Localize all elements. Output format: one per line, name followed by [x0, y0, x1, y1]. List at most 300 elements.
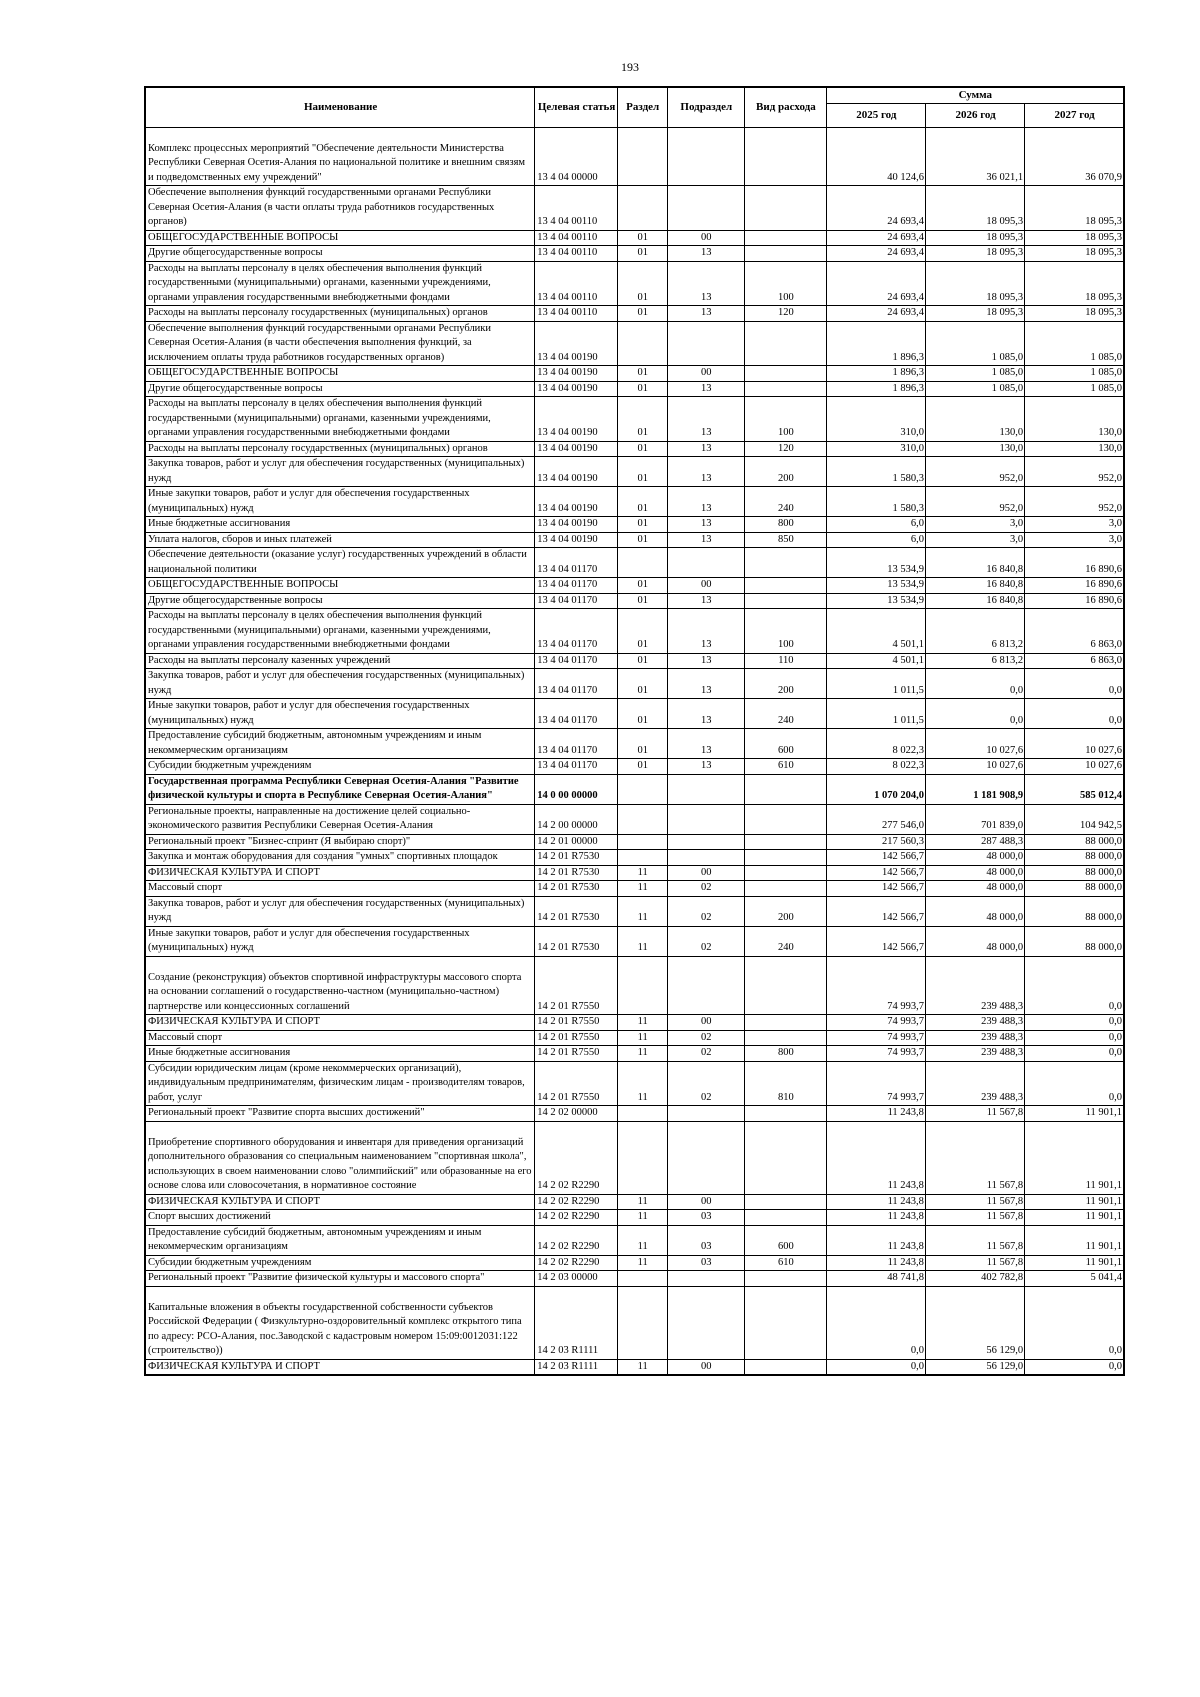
header-subsection: Подраздел — [667, 87, 745, 127]
cell-amount-2026: 402 782,8 — [925, 1271, 1024, 1287]
cell-expense-type — [745, 366, 827, 382]
cell-amount-2027: 11 901,1 — [1025, 1210, 1124, 1226]
cell-amount-2025: 8 022,3 — [826, 759, 925, 775]
cell-subsection — [667, 1286, 745, 1359]
cell-name: Иные бюджетные ассигнования — [145, 517, 535, 533]
cell-amount-2026: 287 488,3 — [925, 834, 1024, 850]
cell-target-article: 14 2 01 R7550 — [535, 1046, 618, 1062]
cell-name: Региональный проект "Бизнес-спринт (Я выбираю спорт)" — [145, 834, 535, 850]
cell-subsection: 13 — [667, 729, 745, 759]
cell-amount-2026: 10 027,6 — [925, 729, 1024, 759]
cell-amount-2027: 0,0 — [1025, 699, 1124, 729]
cell-expense-type — [745, 804, 827, 834]
cell-amount-2025: 13 534,9 — [826, 578, 925, 594]
cell-target-article: 14 2 01 00000 — [535, 834, 618, 850]
cell-amount-2026: 48 000,0 — [925, 850, 1024, 866]
cell-name: Создание (реконструкция) объектов спортивной инфраструктуры массового спорта на основании соглашений о государственно-частном (муниципально-частном) партнерстве или концессионных соглашений — [145, 956, 535, 1015]
table-row — [145, 804, 1124, 834]
cell-amount-2026: 16 840,8 — [925, 578, 1024, 594]
cell-subsection — [667, 834, 745, 850]
cell-amount-2025: 6,0 — [826, 532, 925, 548]
cell-target-article: 13 4 04 00110 — [535, 261, 618, 306]
cell-target-article: 13 4 04 01170 — [535, 729, 618, 759]
cell-amount-2025: 1 896,3 — [826, 321, 925, 366]
cell-target-article: 13 4 04 01170 — [535, 593, 618, 609]
cell-section: 01 — [617, 306, 667, 322]
cell-amount-2026: 3,0 — [925, 517, 1024, 533]
table-row — [145, 366, 1124, 382]
cell-amount-2025: 11 243,8 — [826, 1225, 925, 1255]
cell-subsection: 13 — [667, 441, 745, 457]
cell-amount-2026: 48 000,0 — [925, 926, 1024, 956]
table-row — [145, 487, 1124, 517]
cell-amount-2027: 0,0 — [1025, 1015, 1124, 1031]
cell-name: Государственная программа Республики Северная Осетия-Алания "Развитие физической культуры и спорта в Республике Северная Осетия-Алания" — [145, 774, 535, 804]
cell-subsection: 00 — [667, 1194, 745, 1210]
cell-target-article: 14 2 03 00000 — [535, 1271, 618, 1287]
cell-target-article: 14 2 01 R7550 — [535, 956, 618, 1015]
cell-amount-2026: 18 095,3 — [925, 306, 1024, 322]
cell-section: 01 — [617, 366, 667, 382]
cell-name: Расходы на выплаты персоналу в целях обеспечения выполнения функций государственными (муниципальными) органами, казенными учреждениями, органами управления государственными внебюджетными фондами — [145, 609, 535, 654]
cell-amount-2025: 310,0 — [826, 441, 925, 457]
cell-name: Региональный проект "Развитие физической культуры и массового спорта" — [145, 1271, 535, 1287]
cell-subsection: 00 — [667, 865, 745, 881]
cell-amount-2027: 18 095,3 — [1025, 186, 1124, 231]
cell-target-article: 14 2 00 00000 — [535, 804, 618, 834]
cell-amount-2027: 1 085,0 — [1025, 321, 1124, 366]
cell-amount-2027: 0,0 — [1025, 956, 1124, 1015]
cell-expense-type — [745, 1210, 827, 1226]
cell-subsection: 13 — [667, 759, 745, 775]
cell-amount-2026: 239 488,3 — [925, 1061, 1024, 1106]
cell-name: ФИЗИЧЕСКАЯ КУЛЬТУРА И СПОРТ — [145, 865, 535, 881]
cell-target-article: 14 2 01 R7530 — [535, 926, 618, 956]
cell-subsection: 02 — [667, 896, 745, 926]
cell-target-article: 13 4 04 01170 — [535, 699, 618, 729]
cell-target-article: 14 2 02 00000 — [535, 1106, 618, 1122]
cell-name: Субсидии бюджетным учреждениям — [145, 1255, 535, 1271]
cell-expense-type — [745, 548, 827, 578]
cell-amount-2027: 0,0 — [1025, 669, 1124, 699]
table-row — [145, 896, 1124, 926]
cell-subsection: 03 — [667, 1225, 745, 1255]
table-row — [145, 127, 1124, 186]
table-row — [145, 926, 1124, 956]
cell-expense-type: 200 — [745, 896, 827, 926]
cell-amount-2026: 1 085,0 — [925, 321, 1024, 366]
cell-section — [617, 1121, 667, 1194]
cell-target-article: 14 2 01 R7530 — [535, 850, 618, 866]
cell-name: Обеспечение деятельности (оказание услуг) государственных учреждений в области национальной политики — [145, 548, 535, 578]
cell-subsection: 00 — [667, 578, 745, 594]
cell-section — [617, 774, 667, 804]
cell-amount-2027: 18 095,3 — [1025, 246, 1124, 262]
cell-section: 01 — [617, 729, 667, 759]
cell-amount-2027: 11 901,1 — [1025, 1106, 1124, 1122]
cell-expense-type: 240 — [745, 699, 827, 729]
cell-name: Закупка товаров, работ и услуг для обеспечения государственных (муниципальных) нужд — [145, 896, 535, 926]
cell-section: 11 — [617, 1210, 667, 1226]
cell-name: Субсидии бюджетным учреждениям — [145, 759, 535, 775]
cell-amount-2027: 585 012,4 — [1025, 774, 1124, 804]
cell-amount-2025: 8 022,3 — [826, 729, 925, 759]
table-row — [145, 1194, 1124, 1210]
cell-expense-type: 100 — [745, 261, 827, 306]
table-row — [145, 1061, 1124, 1106]
table-row — [145, 321, 1124, 366]
cell-section: 01 — [617, 381, 667, 397]
cell-amount-2025: 1 011,5 — [826, 669, 925, 699]
cell-expense-type: 200 — [745, 457, 827, 487]
table-row — [145, 1359, 1124, 1375]
cell-section — [617, 850, 667, 866]
cell-amount-2027: 0,0 — [1025, 1359, 1124, 1375]
cell-expense-type: 110 — [745, 653, 827, 669]
table-row — [145, 578, 1124, 594]
cell-target-article: 13 4 04 00190 — [535, 441, 618, 457]
cell-expense-type — [745, 1271, 827, 1287]
cell-name: ОБЩЕГОСУДАРСТВЕННЫЕ ВОПРОСЫ — [145, 578, 535, 594]
cell-subsection: 02 — [667, 926, 745, 956]
header-target-article: Целевая статья — [535, 87, 618, 127]
header-year-2027: 2027 год — [1025, 103, 1124, 127]
cell-expense-type: 100 — [745, 609, 827, 654]
cell-amount-2027: 16 890,6 — [1025, 548, 1124, 578]
table-row — [145, 850, 1124, 866]
cell-target-article: 14 2 01 R7550 — [535, 1061, 618, 1106]
cell-amount-2027: 11 901,1 — [1025, 1121, 1124, 1194]
cell-target-article: 13 4 04 00110 — [535, 186, 618, 231]
cell-amount-2027: 104 942,5 — [1025, 804, 1124, 834]
cell-name: Расходы на выплаты персоналу государственных (муниципальных) органов — [145, 441, 535, 457]
cell-section: 11 — [617, 1225, 667, 1255]
cell-subsection — [667, 1121, 745, 1194]
cell-section: 11 — [617, 926, 667, 956]
table-row — [145, 246, 1124, 262]
header-year-2026: 2026 год — [925, 103, 1024, 127]
cell-section: 01 — [617, 230, 667, 246]
table-row — [145, 593, 1124, 609]
cell-section: 11 — [617, 1359, 667, 1375]
cell-name: ОБЩЕГОСУДАРСТВЕННЫЕ ВОПРОСЫ — [145, 230, 535, 246]
cell-amount-2025: 11 243,8 — [826, 1106, 925, 1122]
cell-section — [617, 1286, 667, 1359]
table-row — [145, 548, 1124, 578]
cell-name: Предоставление субсидий бюджетным, автономным учреждениям и иным некоммерческим организациям — [145, 729, 535, 759]
cell-name: Другие общегосударственные вопросы — [145, 246, 535, 262]
cell-section: 01 — [617, 593, 667, 609]
cell-name: Комплекс процессных мероприятий "Обеспечение деятельности Министерства Республики Северная Осетия-Алания по национальной политике и внешним связям и подведомственных ему учреждений" — [145, 127, 535, 186]
table-row — [145, 397, 1124, 442]
cell-amount-2025: 142 566,7 — [826, 881, 925, 897]
header-expense-type: Вид расхода — [745, 87, 827, 127]
cell-subsection: 02 — [667, 1061, 745, 1106]
cell-target-article: 14 2 01 R7530 — [535, 865, 618, 881]
cell-name: Закупка товаров, работ и услуг для обеспечения государственных (муниципальных) нужд — [145, 669, 535, 699]
cell-amount-2027: 11 901,1 — [1025, 1255, 1124, 1271]
cell-amount-2025: 142 566,7 — [826, 850, 925, 866]
cell-target-article: 13 4 04 01170 — [535, 669, 618, 699]
cell-name: Расходы на выплаты персоналу казенных учреждений — [145, 653, 535, 669]
cell-section: 01 — [617, 699, 667, 729]
cell-section — [617, 1106, 667, 1122]
cell-name: Региональный проект "Развитие спорта высших достижений" — [145, 1106, 535, 1122]
cell-amount-2026: 701 839,0 — [925, 804, 1024, 834]
cell-expense-type: 100 — [745, 397, 827, 442]
cell-amount-2025: 74 993,7 — [826, 1030, 925, 1046]
cell-amount-2025: 142 566,7 — [826, 865, 925, 881]
cell-subsection: 13 — [667, 653, 745, 669]
table-row — [145, 230, 1124, 246]
cell-name: ФИЗИЧЕСКАЯ КУЛЬТУРА И СПОРТ — [145, 1359, 535, 1375]
cell-section: 01 — [617, 609, 667, 654]
cell-target-article: 13 4 04 00190 — [535, 532, 618, 548]
cell-amount-2026: 48 000,0 — [925, 896, 1024, 926]
page-number: 193 — [621, 60, 639, 74]
cell-amount-2026: 1 085,0 — [925, 381, 1024, 397]
cell-amount-2025: 24 693,4 — [826, 186, 925, 231]
cell-amount-2025: 142 566,7 — [826, 896, 925, 926]
cell-name: Иные закупки товаров, работ и услуг для обеспечения государственных (муниципальных) нужд — [145, 926, 535, 956]
cell-amount-2026: 11 567,8 — [925, 1255, 1024, 1271]
table-row — [145, 609, 1124, 654]
table-body — [145, 127, 1124, 1375]
table-row — [145, 306, 1124, 322]
cell-expense-type: 120 — [745, 306, 827, 322]
cell-section: 01 — [617, 261, 667, 306]
table-row — [145, 865, 1124, 881]
cell-subsection: 13 — [667, 532, 745, 548]
table-row — [145, 1225, 1124, 1255]
cell-subsection — [667, 321, 745, 366]
cell-expense-type — [745, 850, 827, 866]
table-row — [145, 441, 1124, 457]
cell-name: Закупка и монтаж оборудования для создания "умных" спортивных площадок — [145, 850, 535, 866]
cell-amount-2026: 239 488,3 — [925, 1015, 1024, 1031]
cell-subsection: 02 — [667, 881, 745, 897]
cell-expense-type: 120 — [745, 441, 827, 457]
table-row — [145, 261, 1124, 306]
cell-amount-2025: 24 693,4 — [826, 230, 925, 246]
table-row — [145, 653, 1124, 669]
cell-subsection: 02 — [667, 1046, 745, 1062]
cell-amount-2025: 1 011,5 — [826, 699, 925, 729]
cell-section: 01 — [617, 653, 667, 669]
cell-subsection: 13 — [667, 517, 745, 533]
cell-amount-2026: 6 813,2 — [925, 653, 1024, 669]
table-row — [145, 381, 1124, 397]
cell-subsection: 13 — [667, 397, 745, 442]
cell-name: Массовый спорт — [145, 881, 535, 897]
cell-amount-2025: 1 580,3 — [826, 487, 925, 517]
cell-amount-2027: 16 890,6 — [1025, 593, 1124, 609]
cell-amount-2027: 0,0 — [1025, 1061, 1124, 1106]
cell-name: ОБЩЕГОСУДАРСТВЕННЫЕ ВОПРОСЫ — [145, 366, 535, 382]
cell-amount-2025: 74 993,7 — [826, 956, 925, 1015]
cell-amount-2027: 0,0 — [1025, 1286, 1124, 1359]
cell-section: 01 — [617, 487, 667, 517]
cell-amount-2025: 6,0 — [826, 517, 925, 533]
cell-expense-type — [745, 1359, 827, 1375]
cell-expense-type: 850 — [745, 532, 827, 548]
cell-amount-2026: 952,0 — [925, 457, 1024, 487]
cell-amount-2027: 88 000,0 — [1025, 850, 1124, 866]
cell-amount-2027: 18 095,3 — [1025, 261, 1124, 306]
cell-target-article: 13 4 04 00110 — [535, 306, 618, 322]
cell-target-article: 13 4 04 00190 — [535, 321, 618, 366]
cell-amount-2025: 40 124,6 — [826, 127, 925, 186]
cell-target-article: 14 2 02 R2290 — [535, 1255, 618, 1271]
cell-amount-2027: 952,0 — [1025, 487, 1124, 517]
cell-subsection: 13 — [667, 306, 745, 322]
table-row — [145, 774, 1124, 804]
cell-target-article: 13 4 04 00110 — [535, 246, 618, 262]
cell-section: 01 — [617, 669, 667, 699]
cell-amount-2027: 11 901,1 — [1025, 1194, 1124, 1210]
cell-section: 11 — [617, 1015, 667, 1031]
cell-subsection — [667, 548, 745, 578]
table-row — [145, 517, 1124, 533]
cell-target-article: 14 2 03 R1111 — [535, 1359, 618, 1375]
table-row — [145, 881, 1124, 897]
cell-target-article: 13 4 04 00190 — [535, 487, 618, 517]
table-row — [145, 532, 1124, 548]
cell-target-article: 13 4 04 00190 — [535, 397, 618, 442]
cell-amount-2026: 11 567,8 — [925, 1121, 1024, 1194]
cell-name: Расходы на выплаты персоналу государственных (муниципальных) органов — [145, 306, 535, 322]
cell-subsection — [667, 774, 745, 804]
cell-amount-2027: 3,0 — [1025, 532, 1124, 548]
cell-target-article: 14 2 02 R2290 — [535, 1210, 618, 1226]
cell-target-article: 13 4 04 01170 — [535, 548, 618, 578]
cell-expense-type — [745, 1106, 827, 1122]
cell-amount-2026: 18 095,3 — [925, 230, 1024, 246]
table-row — [145, 1121, 1124, 1194]
cell-amount-2026: 239 488,3 — [925, 956, 1024, 1015]
header-sum: Сумма — [826, 87, 1124, 103]
cell-target-article: 13 4 04 00190 — [535, 517, 618, 533]
table-row — [145, 457, 1124, 487]
cell-target-article: 13 4 04 00190 — [535, 381, 618, 397]
cell-section: 01 — [617, 759, 667, 775]
table-row — [145, 834, 1124, 850]
cell-section: 11 — [617, 896, 667, 926]
cell-amount-2027: 6 863,0 — [1025, 653, 1124, 669]
cell-amount-2026: 18 095,3 — [925, 261, 1024, 306]
cell-amount-2025: 1 580,3 — [826, 457, 925, 487]
cell-subsection — [667, 186, 745, 231]
cell-section — [617, 956, 667, 1015]
cell-amount-2026: 56 129,0 — [925, 1359, 1024, 1375]
cell-name: Обеспечение выполнения функций государственными органами Республики Северная Осетия-Алания (в части оплаты труда работников государственных органов) — [145, 186, 535, 231]
cell-expense-type — [745, 1286, 827, 1359]
cell-amount-2025: 74 993,7 — [826, 1061, 925, 1106]
cell-subsection: 00 — [667, 1359, 745, 1375]
cell-amount-2027: 130,0 — [1025, 397, 1124, 442]
cell-subsection: 02 — [667, 1030, 745, 1046]
cell-expense-type — [745, 834, 827, 850]
cell-amount-2025: 0,0 — [826, 1286, 925, 1359]
cell-expense-type — [745, 246, 827, 262]
cell-amount-2026: 11 567,8 — [925, 1210, 1024, 1226]
cell-amount-2026: 48 000,0 — [925, 881, 1024, 897]
cell-amount-2025: 310,0 — [826, 397, 925, 442]
cell-section: 01 — [617, 457, 667, 487]
cell-section — [617, 186, 667, 231]
cell-expense-type — [745, 381, 827, 397]
cell-amount-2025: 74 993,7 — [826, 1015, 925, 1031]
table-header — [145, 87, 1124, 127]
cell-target-article: 14 2 01 R7530 — [535, 881, 618, 897]
cell-expense-type: 800 — [745, 517, 827, 533]
cell-section: 11 — [617, 1194, 667, 1210]
cell-subsection — [667, 1106, 745, 1122]
cell-amount-2027: 36 070,9 — [1025, 127, 1124, 186]
table-row — [145, 1015, 1124, 1031]
cell-section: 01 — [617, 246, 667, 262]
cell-expense-type: 800 — [745, 1046, 827, 1062]
cell-name: Субсидии юридическим лицам (кроме некоммерческих организаций), индивидуальным предпринимателям, физическим лицам - производителям товаров, работ, услуг — [145, 1061, 535, 1106]
cell-expense-type — [745, 1030, 827, 1046]
cell-target-article: 14 0 00 00000 — [535, 774, 618, 804]
cell-amount-2025: 24 693,4 — [826, 246, 925, 262]
cell-amount-2025: 4 501,1 — [826, 653, 925, 669]
cell-amount-2026: 18 095,3 — [925, 246, 1024, 262]
cell-section: 11 — [617, 865, 667, 881]
table-row — [145, 669, 1124, 699]
cell-amount-2026: 6 813,2 — [925, 609, 1024, 654]
cell-subsection: 13 — [667, 609, 745, 654]
cell-expense-type — [745, 1015, 827, 1031]
cell-amount-2027: 130,0 — [1025, 441, 1124, 457]
cell-expense-type — [745, 578, 827, 594]
cell-amount-2025: 48 741,8 — [826, 1271, 925, 1287]
cell-amount-2026: 1 181 908,9 — [925, 774, 1024, 804]
cell-amount-2025: 1 896,3 — [826, 366, 925, 382]
cell-subsection — [667, 1271, 745, 1287]
cell-target-article: 14 2 01 R7550 — [535, 1015, 618, 1031]
cell-subsection: 13 — [667, 381, 745, 397]
cell-name: Иные закупки товаров, работ и услуг для обеспечения государственных (муниципальных) нужд — [145, 487, 535, 517]
cell-amount-2027: 16 890,6 — [1025, 578, 1124, 594]
cell-amount-2027: 10 027,6 — [1025, 759, 1124, 775]
cell-subsection: 13 — [667, 593, 745, 609]
cell-section — [617, 548, 667, 578]
cell-amount-2025: 74 993,7 — [826, 1046, 925, 1062]
cell-section — [617, 1271, 667, 1287]
cell-amount-2026: 239 488,3 — [925, 1046, 1024, 1062]
cell-name: Иные закупки товаров, работ и услуг для обеспечения государственных (муниципальных) нужд — [145, 699, 535, 729]
cell-section: 01 — [617, 517, 667, 533]
cell-expense-type — [745, 230, 827, 246]
cell-name: Расходы на выплаты персоналу в целях обеспечения выполнения функций государственными (муниципальными) органами, казенными учреждениями, органами управления государственными внебюджетными фондами — [145, 261, 535, 306]
cell-section: 01 — [617, 578, 667, 594]
table-row — [145, 1210, 1124, 1226]
cell-amount-2025: 11 243,8 — [826, 1210, 925, 1226]
cell-amount-2026: 48 000,0 — [925, 865, 1024, 881]
cell-name: ФИЗИЧЕСКАЯ КУЛЬТУРА И СПОРТ — [145, 1015, 535, 1031]
cell-target-article: 13 4 04 00190 — [535, 366, 618, 382]
cell-target-article: 14 2 02 R2290 — [535, 1225, 618, 1255]
cell-target-article: 13 4 04 01170 — [535, 759, 618, 775]
cell-target-article: 13 4 04 00000 — [535, 127, 618, 186]
cell-amount-2027: 10 027,6 — [1025, 729, 1124, 759]
cell-name: Уплата налогов, сборов и иных платежей — [145, 532, 535, 548]
cell-name: Спорт высших достижений — [145, 1210, 535, 1226]
cell-expense-type: 600 — [745, 1225, 827, 1255]
cell-amount-2025: 217 560,3 — [826, 834, 925, 850]
